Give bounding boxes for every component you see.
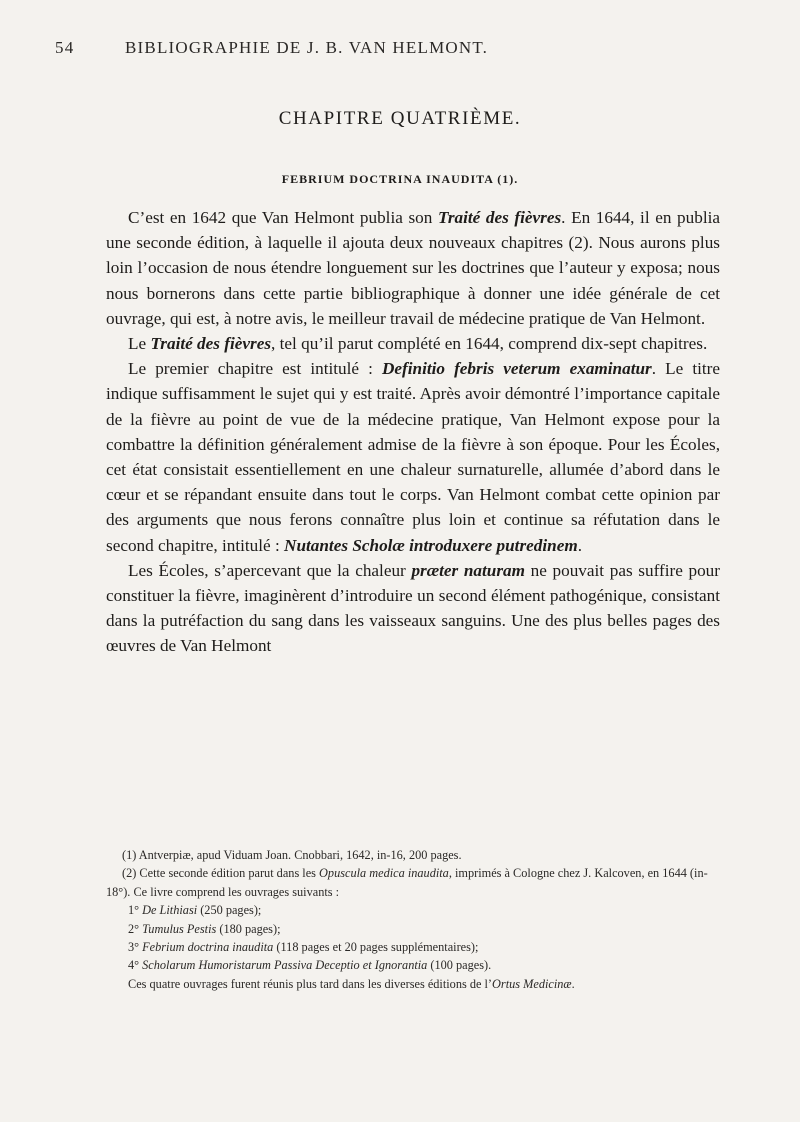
text-run: . En 1644, il en publia une seconde édition, à laquelle il ajouta deux nouveaux chapitres (2). Nous aurons plus loin l’occasion de nous étendre longuement sur les doctrines que l’auteur y exposa; nous nous bornerons dans cette partie bibliographique à donner une idée générale de cet ouvrage, qui est, à notre avis, le meilleur travail de médecine pratique de Van Helmont. [106,208,720,328]
section-title: FEBRIUM DOCTRINA INAUDITA (1). [281,172,519,186]
paragraph-4 [106,558,720,659]
work-title: Tumulus Pestis [142,921,217,936]
work-title: Opuscula medica inaudita [319,866,449,881]
text-run: (100 pages). [427,958,492,973]
chapter-1-title: Definitio febris veterum examinatur [381,359,652,379]
text-run: ne pouvait pas suffire pour constituer la fièvre, imaginèrent d’introduire un second élément pathogénique, consistant dans la putréfaction du sang dans les vaisseaux sanguins. Une des plus belles pages des œuvres de Van Helmont [106,560,720,656]
text-run: . [577,535,582,555]
work-title: Traité des fièvres [150,334,272,354]
text-run: (250 pages); [197,903,262,918]
work-title: Traité des fièvres [437,208,562,227]
list-number: 3° [128,940,143,955]
text-run: (2) Cette seconde édition parut dans les [122,866,320,881]
paragraph-2 [106,331,720,356]
text-run: , imprimés à Cologne chez J. Kalcoven, en 1644 (in-18°). Ce livre comprend les ouvrages suivants : [106,866,708,899]
work-title: Scholarum Humoristarum Passiva Deceptio et Ignorantia [142,958,428,973]
running-head: BIBLIOGRAPHIE DE J. B. VAN HELMONT. [125,38,489,57]
paragraph-3 [106,356,720,558]
text-run: Le [128,334,151,354]
footnote-list-item [106,920,720,938]
footnote-1: (1) Antverpiæ, apud Viduam Joan. Cnobbari, 1642, in-16, 200 pages. [122,848,462,862]
latin-phrase: præter naturam [411,560,526,580]
page-number: 54 [55,38,75,57]
list-number: 1° [128,903,143,918]
footnotes [106,846,720,993]
text-run: (180 pages); [216,921,281,936]
footnote-list-item [106,938,720,956]
work-title: De Lithiasi [142,903,198,918]
chapter-2-title: Nutantes Scholæ introduxere putredinem [284,535,578,555]
footnote-2 [106,864,720,901]
work-title: Febrium doctrina inaudita [142,940,274,955]
text-run: Ces quatre ouvrages furent réunis plus tard dans les diverses éditions de l’ [128,976,493,991]
footnote-closing [106,975,720,993]
body-text [106,205,720,659]
chapter-title: CHAPITRE QUATRIÈME. [278,108,522,129]
list-number: 4° [128,958,143,973]
footnote-list-item [106,901,720,919]
text-run: , tel qu’il parut complété en 1644, comprend dix-sept chapitres. [271,334,708,354]
text-run: (118 pages et 20 pages supplémentaires); [273,940,479,955]
footnote-list-item [106,956,720,974]
list-number: 2° [128,921,143,936]
text-run: Les Écoles, s’apercevant que la chaleur [128,560,412,580]
work-title: Ortus Medicinæ [492,976,572,991]
text-run: . [571,976,575,991]
text-run: . Le titre indique suffisamment le sujet qui y est traité. Après avoir démontré l’importance capitale de la fièvre au point de vue de la médecine pratique, Van Helmont expose pour la combattre la définition généralement admise de la fièvre à son époque. Pour les Écoles, cet état consistait essentiellement en une chaleur surnaturelle, allumée d’abord dans le cœur et se répandant ensuite dans tout le corps. Van Helmont combat cette opinion par des arguments que nous ferons connaître plus loin et continue sa réfutation dans le second chapitre, intitulé : [106,359,721,555]
text-run: C’est en 1642 que Van Helmont publia son [128,208,438,227]
text-run: Le premier chapitre est intitulé : [128,359,382,379]
paragraph-1 [106,205,720,331]
